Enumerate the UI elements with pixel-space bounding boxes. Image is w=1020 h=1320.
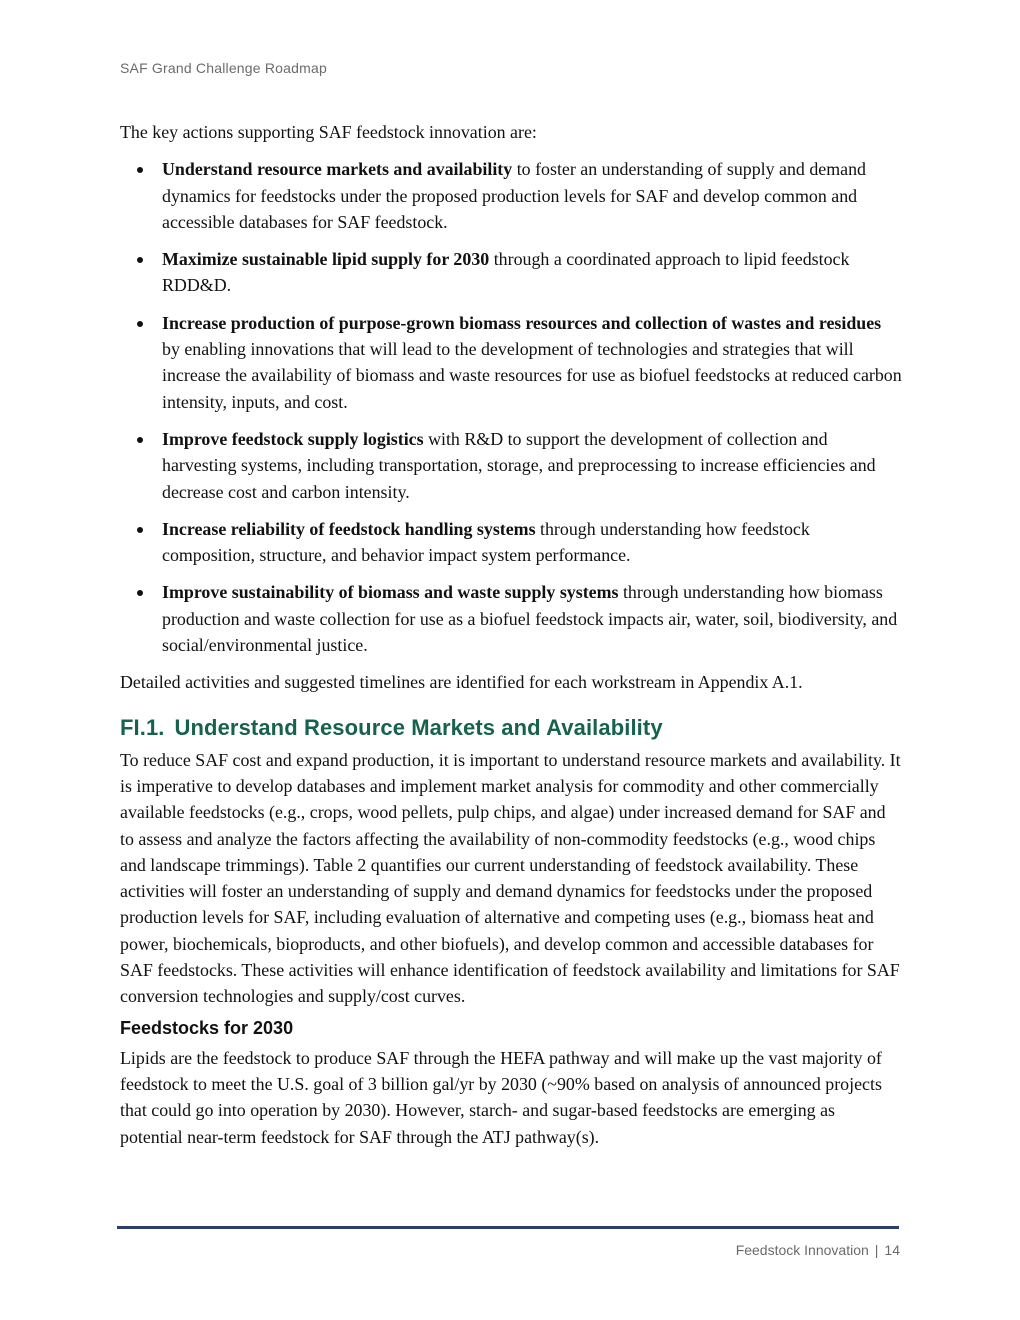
- bullet-icon: [137, 527, 143, 533]
- intro-paragraph: The key actions supporting SAF feedstock innovation are:: [120, 122, 537, 142]
- list-item-bold: Understand resource markets and availability: [162, 159, 513, 180]
- section-body: To reduce SAF cost and expand production, it is important to understand resource markets and availability. It is imperative to develop databases and implement market analysis for commodity and other commercially available feedstocks (e.g., crops, wood pellets, pulp chips, and algae) under increased demand for SAF and to assess and analyze the factors affecting the availability of non-commodity feedstocks (e.g., wood chips and landscape trimmings). Table 2 quantifies our current understanding of feedstock availability. These activities will foster an understanding of supply and demand dynamics for feedstocks under the proposed production levels for SAF, including evaluation of alternative and competing uses (e.g., biomass heat and power, biochemicals, bioproducts, and other biofuels), and develop common and accessible databases for SAF feedstocks. These activities will enhance identification of feedstock availability and limitations for SAF conversion technologies and supply/cost curves.: [120, 749, 901, 1007]
- running-header: SAF Grand Challenge Roadmap: [120, 60, 327, 76]
- bullet-icon: [137, 590, 143, 596]
- bullet-icon: [137, 167, 143, 173]
- key-actions-list: [120, 156, 902, 658]
- appendix-note: Detailed activities and suggested timelines are identified for each workstream in Appendix A.1.: [120, 672, 803, 693]
- page-number: 14: [884, 1242, 900, 1258]
- list-item-bold: Improve sustainability of biomass and waste supply systems: [162, 582, 619, 603]
- list-item: [120, 156, 902, 235]
- subsection-heading: Feedstocks for 2030: [120, 1017, 294, 1038]
- list-item-text: through understanding how feedstock composition, structure, and behavior impact system performance.: [162, 518, 810, 566]
- list-item-text: through understanding how biomass production and waste collection for use as a biofuel feedstock impacts air, water, soil, biodiversity, and social/environmental justice.: [162, 582, 898, 656]
- list-item: [120, 426, 902, 505]
- page-content: [120, 119, 902, 1150]
- page-footer: [736, 1242, 900, 1258]
- list-item-bold: Improve feedstock supply logistics: [162, 428, 424, 449]
- list-item-bold: Increase reliability of feedstock handling systems: [162, 518, 536, 539]
- list-item: [120, 516, 902, 569]
- list-item-text: through a coordinated approach to lipid feedstock RDD&D.: [162, 249, 850, 296]
- bullet-icon: [137, 257, 143, 263]
- list-item: [120, 246, 902, 299]
- list-item: [120, 579, 902, 658]
- bullet-icon: [137, 321, 143, 327]
- section-number: FI.1.: [120, 714, 165, 740]
- list-item-text: by enabling innovations that will lead to the development of technologies and strategies that will increase the availability of biomass and waste resources for use as biofuel feedstocks at reduced carbon intensity, inputs, and cost.: [162, 339, 902, 412]
- list-item-text: to foster an understanding of supply and demand dynamics for feedstocks under the proposed production levels for SAF and develop common and accessible databases for SAF feedstock.: [162, 159, 866, 232]
- bullet-icon: [137, 437, 143, 443]
- list-item-text: with R&D to support the development of collection and harvesting systems, including transportation, storage, and preprocessing to increase efficiencies and decrease cost and carbon intensity.: [162, 428, 876, 502]
- subsection-body: Lipids are the feedstock to produce SAF through the HEFA pathway and will make up the vast majority of feedstock to meet the U.S. goal of 3 billion gal/yr by 2030 (~90% based on analysis of announced projects that could go into operation by 2030). However, starch- and sugar-based feedstocks are emerging as potential near-term feedstock for SAF through the ATJ pathway(s).: [120, 1047, 882, 1147]
- section-heading: [120, 714, 902, 742]
- list-item: [120, 310, 902, 415]
- section-title: Understand Resource Markets and Availability: [174, 714, 663, 740]
- footer-section-name: Feedstock Innovation: [735, 1242, 869, 1258]
- footer-rule: [117, 1226, 899, 1229]
- footer-separator: |: [874, 1242, 879, 1258]
- list-item-bold: Maximize sustainable lipid supply for 2030: [162, 249, 490, 270]
- list-item-bold: Increase production of purpose-grown biomass resources and collection of wastes and residues: [162, 312, 882, 333]
